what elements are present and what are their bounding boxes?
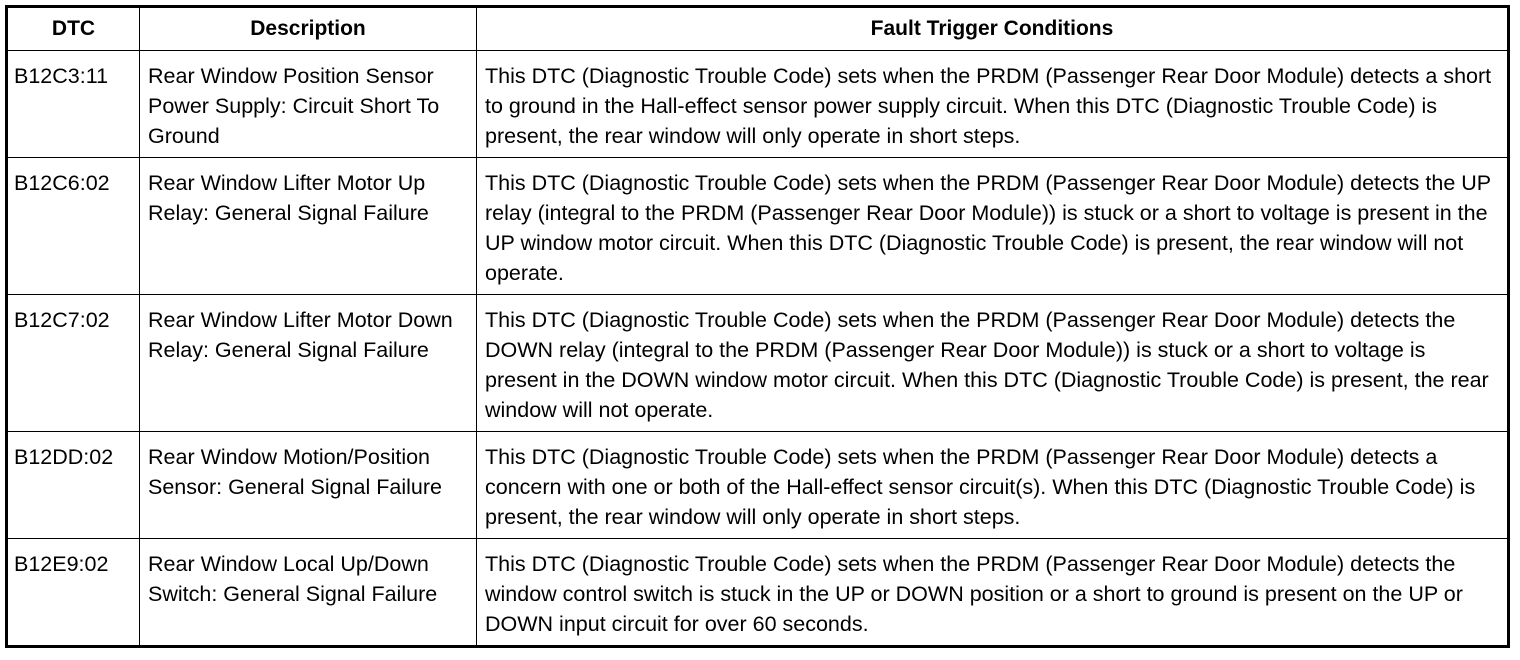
dtc-description: Rear Window Motion/Position Sensor: General Signal Failure [140, 432, 477, 539]
dtc-code: B12E9:02 [7, 539, 140, 647]
table-header-row [7, 7, 1509, 51]
table-row [7, 432, 1509, 539]
dtc-description: Rear Window Lifter Motor Up Relay: General Signal Failure [140, 158, 477, 295]
dtc-code: B12C3:11 [7, 51, 140, 158]
dtc-table [5, 5, 1510, 648]
table-row [7, 295, 1509, 432]
dtc-conditions: This DTC (Diagnostic Trouble Code) sets when the PRDM (Passenger Rear Door Module) detects the UP relay (integral to the PRDM (Passenger Rear Door Module)) is stuck or a short to voltage is present in the UP window motor circuit. When this DTC (Diagnostic Trouble Code) is present, the rear window will not operate. [477, 158, 1509, 295]
dtc-table-container [5, 5, 1507, 648]
dtc-conditions: This DTC (Diagnostic Trouble Code) sets when the PRDM (Passenger Rear Door Module) detects a concern with one or both of the Hall-effect sensor circuit(s). When this DTC (Diagnostic Trouble Code) is present, the rear window will only operate in short steps. [477, 432, 1509, 539]
header-description: Description [140, 7, 477, 51]
header-dtc: DTC [7, 7, 140, 51]
dtc-conditions: This DTC (Diagnostic Trouble Code) sets when the PRDM (Passenger Rear Door Module) detects a short to ground in the Hall-effect sensor power supply circuit. When this DTC (Diagnostic Trouble Code) is present, the rear window will only operate in short steps. [477, 51, 1509, 158]
table-row [7, 158, 1509, 295]
dtc-code: B12DD:02 [7, 432, 140, 539]
dtc-code: B12C6:02 [7, 158, 140, 295]
table-row [7, 51, 1509, 158]
dtc-code: B12C7:02 [7, 295, 140, 432]
dtc-description: Rear Window Local Up/Down Switch: General Signal Failure [140, 539, 477, 647]
dtc-conditions: This DTC (Diagnostic Trouble Code) sets when the PRDM (Passenger Rear Door Module) detects the DOWN relay (integral to the PRDM (Passenger Rear Door Module)) is stuck or a short to voltage is present in the DOWN window motor circuit. When this DTC (Diagnostic Trouble Code) is present, the rear window will not operate. [477, 295, 1509, 432]
dtc-description: Rear Window Position Sensor Power Supply: Circuit Short To Ground [140, 51, 477, 158]
dtc-conditions: This DTC (Diagnostic Trouble Code) sets when the PRDM (Passenger Rear Door Module) detects the window control switch is stuck in the UP or DOWN position or a short to ground is present on the UP or DOWN input circuit for over 60 seconds. [477, 539, 1509, 647]
header-conditions: Fault Trigger Conditions [477, 7, 1509, 51]
dtc-description: Rear Window Lifter Motor Down Relay: General Signal Failure [140, 295, 477, 432]
table-row [7, 539, 1509, 647]
